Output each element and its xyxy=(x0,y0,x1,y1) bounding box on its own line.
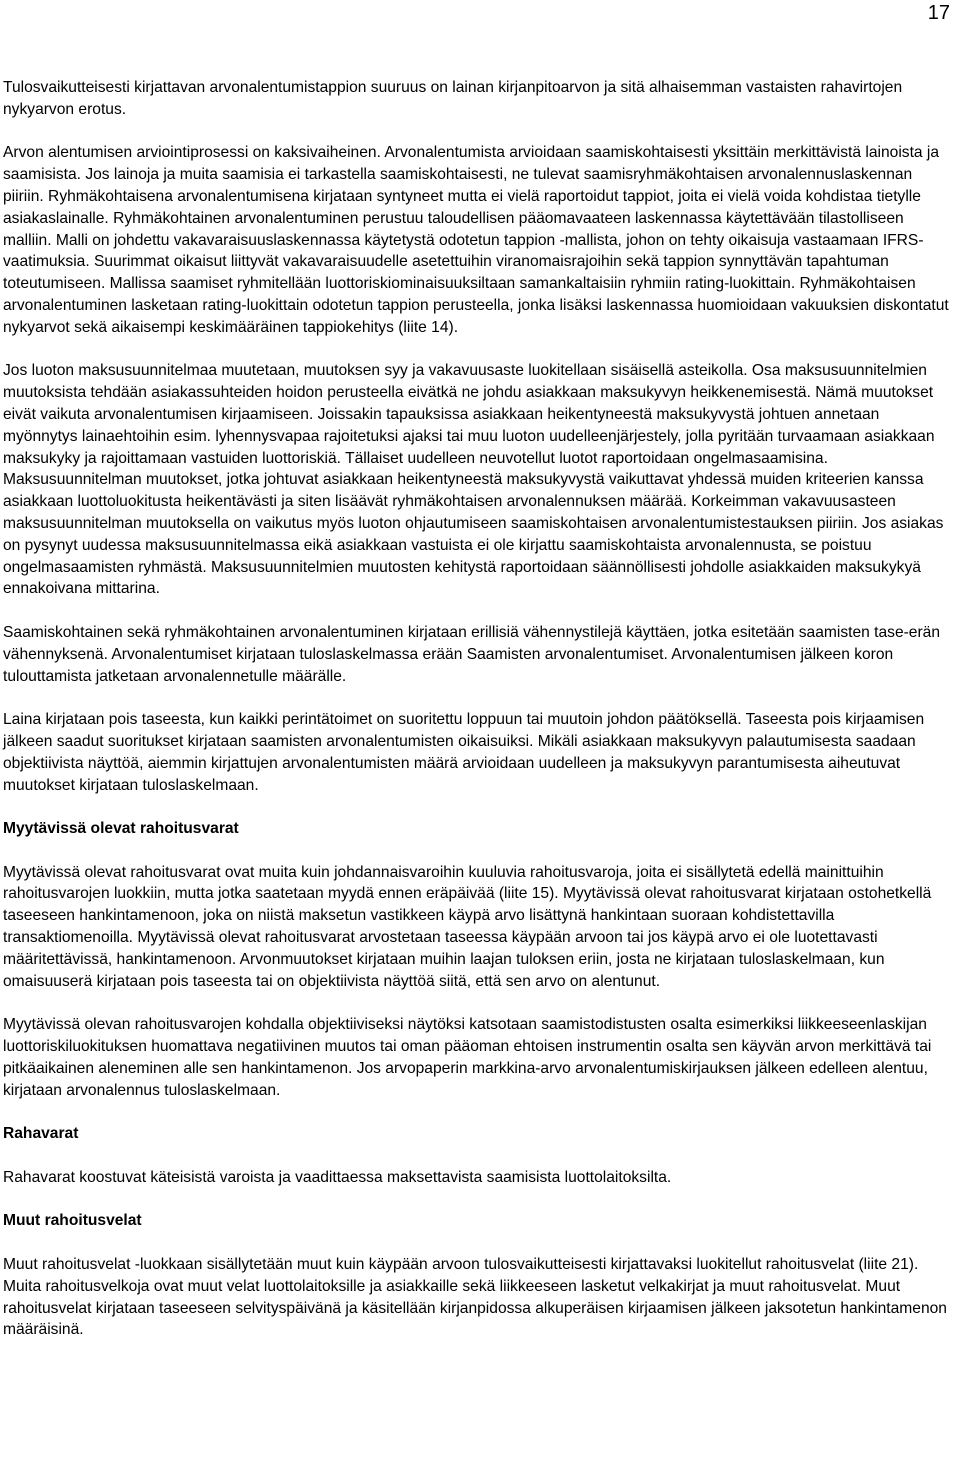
paragraph: Rahavarat koostuvat käteisistä varoista ja vaadittaessa maksettavista saamisista luottolaitoksilta. xyxy=(3,1168,672,1186)
paragraph: Myytävissä olevan rahoitusvarojen kohdalla objektiiviseksi näytöksi katsotaan saamistodistusten osalta esimerkiksi liikkeeseenlaskijan luottoriskiluokituksen huomattava negatiivinen muutos tai oman pääoman ehtoisen instrumentin osalta sen käyvän arvon merkittävä tai pitkäaikainen aleneminen alle sen hankintamenon. Jos arvopaperin markkina-arvo arvonalentumiskirjauksen jälkeen edelleen alentuu, kirjataan arvonalennus tuloslaskelmaan. xyxy=(3,1016,932,1099)
page-number: 17 xyxy=(927,2,950,24)
paragraph: Tulosvaikutteisesti kirjattavan arvonalentumistappion suuruus on lainan kirjanpitoarvon ja sitä alhaisemman vastaisten rahavirtojen nykyarvon erotus. xyxy=(3,79,903,118)
document-body xyxy=(3,77,951,1341)
paragraph: Saamiskohtainen sekä ryhmäkohtainen arvonalentuminen kirjataan erillisiä vähennystilejä käyttäen, jotka esitetään saamisten tase-erän vähennyksenä. Arvonalentumiset kirjataan tuloslaskelmassa erään Saamisten arvonalentumiset. Arvonalentumisen jälkeen koron tulouttamista jatketaan arvonalennetulle määrälle. xyxy=(3,623,941,685)
section-heading: Myytävissä olevat rahoitusvarat xyxy=(3,820,239,838)
section-heading: Rahavarat xyxy=(3,1125,79,1143)
section-heading: Muut rahoitusvelat xyxy=(3,1212,142,1230)
paragraph: Muut rahoitusvelat -luokkaan sisällytetään muut kuin käypään arvoon tulosvaikutteisesti kirjattavaksi luokitellut rahoitusvelat (liite 21). Muita rahoitusvelkoja ovat muut velat luottolaitoksille ja asiakkaille sekä liikkeeseen lasketut velkakirjat ja muut rahoitusvelat. Muut rahoitusvelat kirjataan taseeseen selvityspäivänä ja käsitellään kirjanpidossa alkuperäisen kirjaamisen jälkeen jaksotetun hankintamenon määräisinä. xyxy=(3,1256,947,1339)
paragraph: Laina kirjataan pois taseesta, kun kaikki perintätoimet on suoritettu loppuun tai muutoin johdon päätöksellä. Taseesta pois kirjaamisen jälkeen saadut suoritukset kirjataan saamisten arvonalentumisten oikaisuiksi. Mikäli asiakkaan maksukyvyn palautumisesta saadaan objektiivista näyttöä, aiemmin kirjattujen arvonalentumisten määrä arvioidaan uudelleen ja maksukyvyn parantumisesta aiheutuvat muutokset kirjataan tuloslaskelmaan. xyxy=(3,711,925,794)
paragraph: Arvon alentumisen arviointiprosessi on kaksivaiheinen. Arvonalentumista arvioidaan saamiskohtaisesti yksittäin merkittävistä lainoista ja saamisista. Jos lainoja ja muita saamisia ei tarkastella saamiskohtaisesti, ne tulevat saamisryhmäkohtaisen arvonalennuslaskennan piiriin. Ryhmäkohtaisena arvonalentumisena kirjataan syntyneet mutta ei vielä raportoidut tappiot, joita ei vielä voida kohdistaa tietylle asiakaslainalle. Ryhmäkohtainen arvonalentuminen perustuu taloudellisen pääomavaateen laskennassa käytettävään tilastolliseen malliin. Malli on johdettu vakavaraisuuslaskennassa käytetystä odotetun tappion -mallista, johon on tehty oikaisuja vastaamaan IFRS-vaatimuksia. Suurimmat oikaisut liittyvät vakavaraisuudelle asetettuihin viranomaisrajoihin sekä tappion synnyttävän tapahtuman toteutumiseen. Mallissa saamiset ryhmitellään luottoriskiominaisuuksiltaan samankaltaisiin ryhmiin rating-luokittain. Ryhmäkohtaisen arvonalentuminen lasketaan rating-luokittain odotetun tappion perusteella, jonka lisäksi laskennassa huomioidaan vakuuksien diskontatut nykyarvot sekä aikaisempi keskimääräinen tappiokehitys (liite 14). xyxy=(3,144,949,336)
paragraph: Jos luoton maksusuunnitelmaa muutetaan, muutoksen syy ja vakavuusaste luokitellaan sisäisellä asteikolla. Osa maksusuunnitelmien muutoksista tehdään asiakassuhteiden hoidon perusteella eivätkä ne johdu asiakkaan maksukyvyn heikkenemisestä. Nämä muutokset eivät vaikuta arvonalentumisen kirjaamiseen. Joissakin tapauksissa asiakkaan heikentyneestä maksukyvystä johtuen annetaan myönnytys lainaehtoihin esim. lyhennysvapaa rajoitetuksi ajaksi tai muu luoton uudelleenjärjestely, jolla pyritään turvaamaan asiakkaan maksukyky ja rajoittamaan vastuiden luottoriskiä. Tällaiset uudelleen neuvotellut luotot raportoidaan ongelmasaamisina. Maksusuunnitelman muutokset, jotka johtuvat asiakkaan heikentyneestä maksukyvystä vaikuttavat yhdessä muiden kriteerien kanssa asiakkaan luottoluokitusta heikentävästi ja siten lisäävät ryhmäkohtaisen arvonalennuksen määrää. Korkeimman vakavuusasteen maksusuunnitelman muutoksella on vaikutus myös luoton ohjautumiseen saamiskohtaisen arvonalentumistestauksen piiriin. Jos asiakas on pysynyt uudessa maksusuunnitelmassa eikä asiakkaan vastuista ei ole kirjattu saamiskohtaista arvonalennusta, se poistuu ongelmasaamisten ryhmästä. Maksusuunnitelmien muutosten kehitystä raportoidaan säännöllisesti johdolle asiakkaiden maksukykyä ennakoivana mittarina. xyxy=(3,362,944,598)
paragraph: Myytävissä olevat rahoitusvarat ovat muita kuin johdannaisvaroihin kuuluvia rahoitusvaroja, joita ei sisällytetä edellä mainittuihin rahoitusvarojen luokkiin, mutta jotka saatetaan myydä ennen eräpäivää (liite 15). Myytävissä olevat rahoitusvarat kirjataan ostohetkellä taseeseen hankintamenoon, joka on niistä maksetun vastikkeen käypä arvo lisättynä hankintaan suoraan kohdistettavilla transaktiomenoilla. Myytävissä olevat rahoitusvarat arvostetaan taseessa käypään arvoon tai jos käypä arvo ei ole luotettavasti määritettävissä, hankintamenoon. Arvonmuutokset kirjataan muihin laajan tuloksen eriin, josta ne kirjataan tuloslaskelmaan, kun omaisuuserä kirjataan pois taseesta tai on objektiivista näyttöä siitä, että sen arvo on alentunut. xyxy=(3,863,932,990)
